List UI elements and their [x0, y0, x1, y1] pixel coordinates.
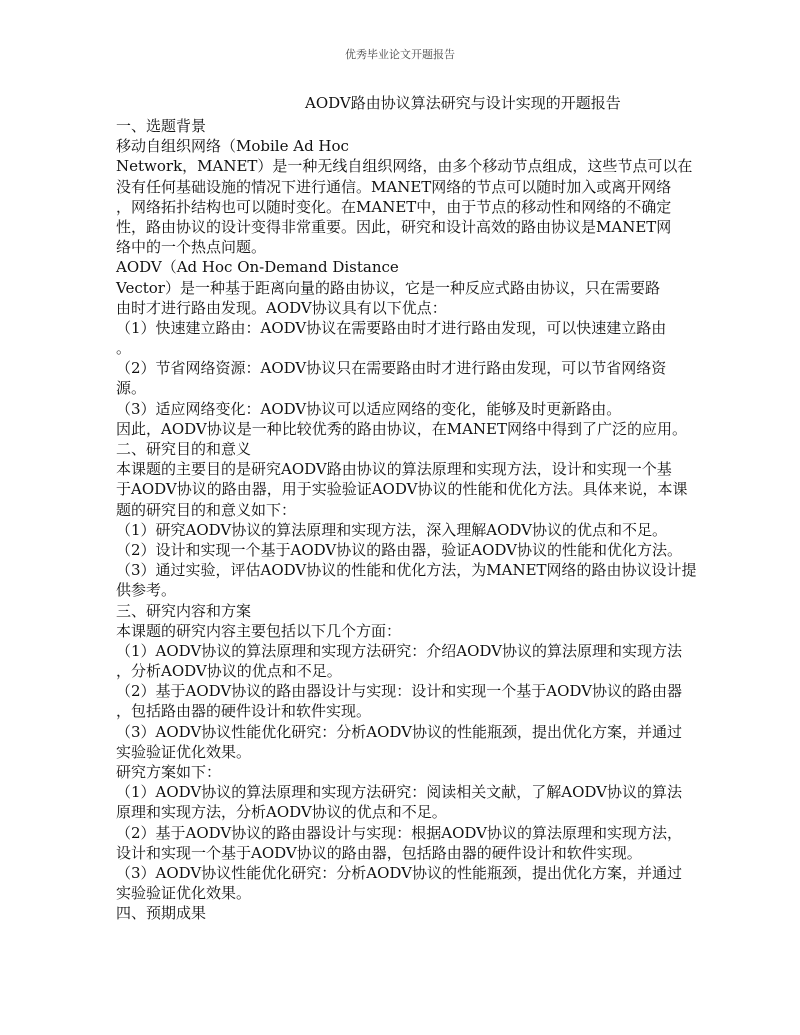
text-line: （2）基于AODV协议的路由器设计与实现：根据AODV协议的算法原理和实现方法， — [116, 823, 682, 842]
text-line: （3）适应网络变化：AODV协议可以适应网络的变化，能够及时更新路由。 — [116, 399, 622, 418]
text-line: （1）AODV协议的算法原理和实现方法研究：阅读相关文献，了解AODV协议的算法 — [116, 783, 682, 802]
text-line: 于AODV协议的路由器，用于实验验证AODV协议的性能和优化方法。具体来说，本课 — [116, 480, 688, 499]
text-line: 由时才进行路由发现。AODV协议具有以下优点： — [116, 298, 447, 317]
text-line: 一、选题背景 — [116, 117, 207, 135]
text-line: 源。 — [116, 379, 147, 398]
text-line: （2）基于AODV协议的路由器设计与实现：设计和实现一个基于AODV协议的路由器 — [116, 682, 682, 701]
text-line: ，分析AODV协议的优点和不足。 — [116, 662, 342, 681]
text-line: 题的研究目的和意义如下： — [116, 500, 297, 519]
text-line: 性，路由协议的设计变得非常重要。因此，研究和设计高效的路由协议是MANET网 — [116, 217, 672, 236]
text-line: 络中的一个热点问题。 — [116, 238, 267, 257]
text-line: Vector）是一种基于距离向量的路由协议，它是一种反应式路由协议，只在需要路 — [116, 278, 660, 297]
text-line: 四、预期成果 — [116, 904, 207, 923]
text-line: 设计和实现一个基于AODV协议的路由器，包括路由器的硬件设计和软件实现。 — [116, 843, 642, 862]
text-line: 实验验证优化效果。 — [116, 884, 252, 903]
text-line: 本课题的研究内容主要包括以下几个方面： — [116, 621, 402, 640]
text-line: 。 — [116, 339, 132, 358]
text-line: （1）快速建立路由：AODV协议在需要路由时才进行路由发现，可以快速建立路由 — [116, 318, 667, 337]
text-line: （1）AODV协议的算法原理和实现方法研究：介绍AODV协议的算法原理和实现方法 — [116, 641, 682, 660]
text-line: （2）节省网络资源：AODV协议只在需要路由时才进行路由发现，可以节省网络资 — [116, 359, 667, 378]
text-line: （3）通过实验，评估AODV协议的性能和优化方法，为MANET网络的路由协议设计提 — [116, 561, 697, 580]
text-line: （1）研究AODV协议的算法原理和实现方法，深入理解AODV协议的优点和不足。 — [116, 520, 667, 539]
text-line: AODV（Ad Hoc On-Demand Distance — [116, 258, 399, 277]
text-line: （2）设计和实现一个基于AODV协议的路由器，验证AODV协议的性能和优化方法。 — [116, 540, 682, 559]
text-line: （3）AODV协议性能优化研究：分析AODV协议的性能瓶颈，提出优化方案，并通过 — [116, 722, 682, 741]
page-header: 优秀毕业论文开题报告 — [345, 48, 455, 61]
document-body — [116, 116, 697, 924]
text-line: 因此，AODV协议是一种比较优秀的路由协议，在MANET网络中得到了广泛的应用。 — [116, 419, 687, 438]
text-line: 移动自组织网络（Mobile Ad Hoc — [116, 137, 349, 156]
text-line: ，包括路由器的硬件设计和软件实现。 — [116, 702, 372, 721]
text-line: 没有任何基础设施的情况下进行通信。MANET网络的节点可以随时加入或离开网络 — [116, 177, 672, 196]
text-line: 研究方案如下： — [116, 763, 222, 781]
text-line: 三、研究内容和方案 — [116, 601, 252, 620]
text-line: Network，MANET）是一种无线自组织网络，由多个移动节点组成，这些节点可以在 — [116, 157, 693, 176]
text-line: 本课题的主要目的是研究AODV路由协议的算法原理和实现方法，设计和实现一个基 — [116, 460, 672, 479]
text-line: ，网络拓扑结构也可以随时变化。在MANET中，由于节点的移动性和网络的不确定 — [116, 197, 672, 216]
text-line: 二、研究目的和意义 — [116, 440, 252, 458]
document-title: AODV路由协议算法研究与设计实现的开题报告 — [305, 94, 621, 112]
text-line: 实验验证优化效果。 — [116, 742, 252, 761]
text-line: 原理和实现方法，分析AODV协议的优点和不足。 — [116, 803, 447, 822]
text-line: （3）AODV协议性能优化研究：分析AODV协议的性能瓶颈，提出优化方案，并通过 — [116, 863, 682, 882]
text-line: 供参考。 — [116, 581, 177, 600]
